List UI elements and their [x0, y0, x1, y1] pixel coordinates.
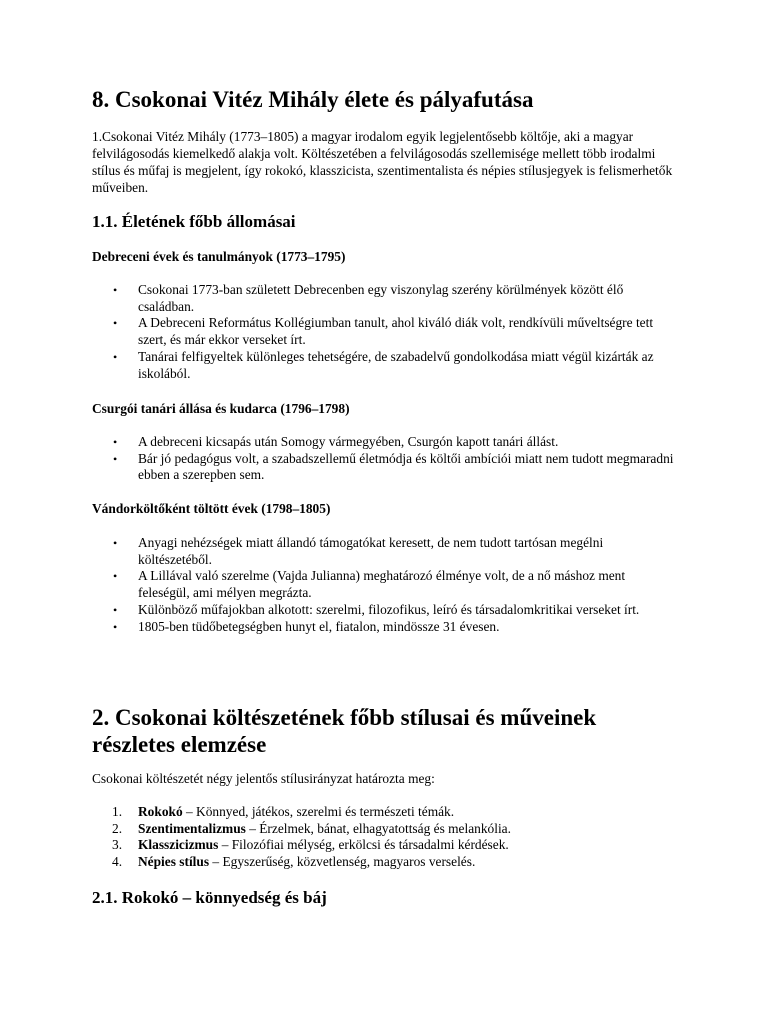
bullet-icon: • — [113, 349, 118, 364]
period-list — [92, 434, 682, 484]
list-item-text: Bár jó pedagógus volt, a szabadszellemű életmódja és költői ambíciói miatt nem tudott megmaradni ebben a szerepben sem. — [138, 450, 674, 483]
list-item — [92, 568, 678, 601]
list-item — [92, 535, 678, 568]
list-number: 1. — [112, 804, 123, 819]
list-item — [92, 315, 678, 348]
list-item-text: A Lillával való szerelme (Vajda Julianna) meghatározó élménye volt, de a nő máshoz ment feleségül, ami mélyen megrázta. — [138, 568, 626, 601]
section-2-1-heading: 2.1. Rokokó – könnyedség és báj — [92, 888, 327, 907]
style-description: – Egyszerűség, közvetlenség, magyaros verselés. — [209, 854, 476, 870]
period-heading: Vándorköltőként töltött évek (1798–1805) — [92, 501, 331, 516]
bullet-icon: • — [113, 602, 118, 617]
list-item — [92, 821, 678, 838]
list-item — [92, 282, 678, 315]
list-number: 4. — [112, 854, 123, 870]
period-list — [92, 282, 682, 382]
style-term: Szentimentalizmus — [138, 820, 246, 836]
list-number: 3. — [112, 837, 123, 853]
list-item — [92, 619, 678, 636]
list-item-text: Anyagi nehézségek miatt állandó támogatókat keresett, de nem tudott tartósan megélni költészetéből. — [138, 535, 604, 567]
bullet-icon: • — [113, 536, 118, 550]
bullet-icon: • — [113, 619, 118, 634]
bullet-icon: • — [113, 451, 118, 466]
style-description: – Könnyed, játékos, szerelmi és természeti témák. — [182, 804, 455, 819]
list-item-text: Csokonai 1773-ban született Debrecenben egy viszonylag szerény körülmények között élő családban. — [138, 282, 624, 314]
period-heading: Csurgói tanári állása és kudarca (1796–1798) — [92, 401, 350, 416]
bullet-icon: • — [113, 283, 118, 297]
bullet-icon: • — [113, 435, 118, 449]
list-number: 2. — [112, 820, 123, 836]
list-item — [92, 451, 678, 484]
list-item — [92, 434, 678, 451]
list-item — [92, 804, 678, 821]
list-item-text: Tanárai felfigyeltek különleges tehetségére, de szabadelvű gondolkodása miatt végül kizárták az iskolából. — [138, 348, 654, 381]
period-heading: Debreceni évek és tanulmányok (1773–1795) — [92, 249, 346, 264]
style-description: – Filozófiai mélység, erkölcsi és társadalmi kérdések. — [218, 837, 509, 853]
style-term: Klasszicizmus — [138, 837, 219, 853]
list-item — [92, 349, 678, 382]
list-item — [92, 854, 678, 871]
list-item-text: 1805-ben tüdőbetegségben hunyt el, fiatalon, mindössze 31 évesen. — [138, 618, 500, 634]
style-term: Népies stílus — [138, 854, 210, 870]
list-item — [92, 602, 678, 619]
list-item-text: A debreceni kicsapás után Somogy vármegyében, Csurgón kapott tanári állást. — [138, 434, 559, 449]
list-item-text: Különböző műfajokban alkotott: szerelmi, filozofikus, leíró és társadalomkritikai verseket írt. — [138, 601, 640, 617]
section-1-1-heading: 1.1. Életének főbb állomásai — [92, 212, 296, 231]
section-2-intro: Csokonai költészetét négy jelentős stílusirányzat határozta meg: — [92, 771, 435, 786]
list-item — [92, 837, 678, 854]
styles-list — [92, 804, 682, 871]
section-1-title: 8. Csokonai Vitéz Mihály élete és pályafutása — [92, 87, 534, 112]
bullet-icon: • — [113, 569, 118, 584]
style-description: – Érzelmek, bánat, elhagyatottság és melankólia. — [245, 820, 511, 836]
style-term: Rokokó — [138, 804, 183, 819]
list-item-text: A Debreceni Református Kollégiumban tanult, ahol kiváló diák volt, rendkívüli műveltségre tett szert, és már ekkor verseket írt. — [138, 315, 654, 348]
bullet-icon: • — [113, 316, 118, 331]
period-list — [92, 535, 682, 635]
section-1-intro: 1.Csokonai Vitéz Mihály (1773–1805) a magyar irodalom egyik legjelentősebb költője, aki a magyar felvilágosodás kiemelkedő alakja volt. Költészetében a felvilágosodás szellemisége mellett több irodalmi stílus és műfaj is megjelent, így rokokó, klasszicista, szentimentalista és népies stílusjegyek is felismerhetők műveiben. — [92, 129, 673, 195]
section-2-title: 2. Csokonai költészetének főbb stílusai és műveinek részletes elemzése — [92, 705, 597, 757]
